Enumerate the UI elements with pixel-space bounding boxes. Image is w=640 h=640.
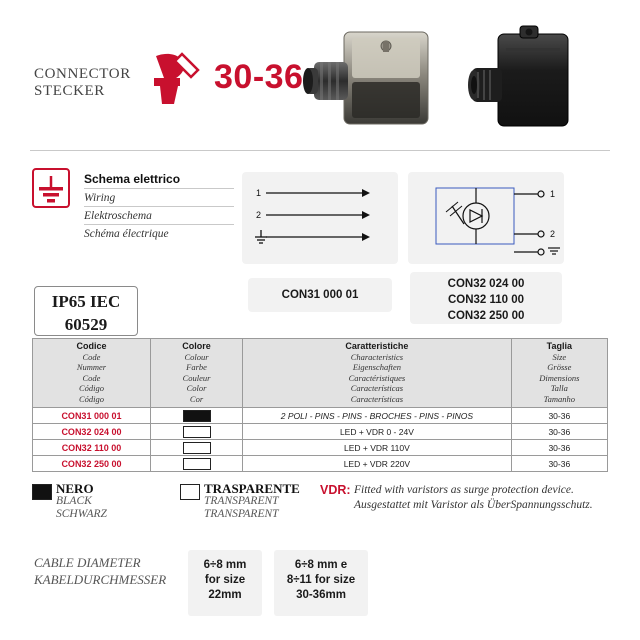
- table-header-code-it: Codice: [76, 341, 107, 351]
- row-size: 30-36: [511, 440, 607, 456]
- cable-diameter-box-2: [274, 550, 368, 616]
- row-size: 30-36: [511, 456, 607, 472]
- colour-swatch-transparent: [183, 458, 211, 470]
- table-header-characteristics: [243, 339, 512, 408]
- header-divider: [30, 150, 610, 151]
- schematic2-code-line2: CON32 110 00: [447, 294, 525, 306]
- legend-black-text: [56, 482, 107, 521]
- table-header: [33, 339, 608, 408]
- legend-transparent-it: TRASPARENTE: [204, 481, 300, 496]
- row-size: 30-36: [511, 408, 607, 424]
- table-header-char-fr: Caractéristiques: [348, 372, 406, 383]
- table-header-code-de: Nummer: [76, 362, 107, 372]
- row-colour: [150, 424, 242, 440]
- row-characteristics: 2 POLI - PINS - PINS - BROCHES - PINS - PINOS: [243, 408, 512, 424]
- table-header-char-en: Characteristics: [350, 351, 404, 362]
- cable-box2-line1: 6÷8 mm e: [294, 559, 348, 571]
- row-colour: [150, 408, 242, 424]
- vdr-description-en: Fitted with varistors as surge protection device.: [354, 484, 574, 496]
- table-header-colour-en: Colour: [184, 351, 209, 362]
- ip-rating-line2: 60529: [64, 315, 108, 334]
- page-title-line1: CONNECTOR: [34, 66, 131, 82]
- wiring-label-it: Schema elettrico: [84, 172, 234, 189]
- row-characteristics: LED + VDR 220V: [243, 456, 512, 472]
- table-header-colour-es: Color: [186, 383, 207, 393]
- table-header-size: [511, 339, 607, 408]
- legend-transparent-text: [204, 482, 300, 521]
- legend-black-en: BLACK: [56, 495, 92, 507]
- product-code-range: 30-36: [214, 58, 304, 96]
- vdr-description-de: Ausgestattet mit Varistor als ÜberSpannungsschutz.: [354, 499, 593, 511]
- table-header-colour: [150, 339, 242, 408]
- page-title: [34, 66, 131, 100]
- vdr-description: [354, 483, 640, 513]
- cable-box2-line3: 30-36mm: [296, 589, 346, 601]
- wiring-label-fr: Schéma électrique: [84, 228, 169, 240]
- colour-legend: [32, 480, 612, 530]
- schematic1-pin2-label: 2: [256, 210, 262, 220]
- wiring-label-de: Elektroschema: [84, 210, 234, 225]
- table-header-char-de: Eigenschaften: [352, 362, 401, 372]
- table-body: [33, 408, 608, 472]
- ip-rating-line1: IP65 IEC: [51, 292, 121, 311]
- cable-diameter-label-de: KABELDURCHMESSER: [34, 572, 167, 587]
- row-code: CON32 110 00: [33, 440, 151, 456]
- row-colour: [150, 456, 242, 472]
- vdr-label: VDR:: [320, 483, 351, 497]
- table-header-size-es: Talla: [550, 383, 568, 393]
- row-code: CON31 000 01: [33, 408, 151, 424]
- table-header-char-it: Caratteristiche: [345, 341, 409, 351]
- cable-diameter-box-1: [188, 550, 262, 616]
- table-header-colour-de: Farbe: [186, 362, 207, 372]
- table-header-size-pt: Tamanho: [543, 393, 575, 404]
- legend-swatch-transparent: [180, 484, 200, 500]
- table-header-char-es: Características: [350, 383, 404, 393]
- row-characteristics: LED + VDR 110V: [243, 440, 512, 456]
- header: [0, 0, 640, 148]
- flame-tool-logo-icon: [150, 48, 204, 106]
- colour-swatch-transparent: [183, 426, 211, 438]
- schematic2-code-line3: CON32 250 00: [447, 310, 525, 322]
- row-colour: [150, 440, 242, 456]
- schematic1-code-label: CON31 000 01: [248, 278, 392, 312]
- row-code: CON32 024 00: [33, 424, 151, 440]
- colour-swatch-transparent: [183, 442, 211, 454]
- table-header-size-it: Taglia: [546, 341, 572, 351]
- table-header-colour-it: Colore: [182, 341, 211, 351]
- row-size: 30-36: [511, 424, 607, 440]
- table-header-size-de: Grösse: [547, 362, 572, 372]
- product-table: [32, 338, 608, 472]
- cable-diameter-label: [34, 554, 166, 588]
- cable-box1-line1: 6÷8 mm: [203, 559, 247, 571]
- table-row[interactable]: [33, 456, 608, 472]
- row-code: CON32 250 00: [33, 456, 151, 472]
- legend-black-de: SCHWARZ: [56, 508, 107, 520]
- cable-box1-line3: 22mm: [208, 589, 242, 601]
- table-header-size-fr: Dimensions: [539, 372, 580, 383]
- table-header-colour-pt: Cor: [189, 393, 204, 404]
- legend-transparent-en: TRANSPARENT: [204, 495, 279, 507]
- earth-ground-icon: [32, 168, 70, 208]
- table-header-code: [33, 339, 151, 408]
- colour-swatch-black: [183, 410, 211, 422]
- table-header-char-pt: Características: [350, 393, 404, 404]
- schematic2-code-line1: CON32 024 00: [447, 278, 525, 290]
- legend-transparent-de: TRANSPARENT: [204, 508, 279, 520]
- schematic-box-1: [242, 172, 398, 264]
- table-header-colour-fr: Couleur: [182, 372, 211, 383]
- schematic2-code-labels: [410, 272, 562, 324]
- legend-swatch-black: [32, 484, 52, 500]
- table-header-code-es: Código: [78, 383, 104, 393]
- connector-illustrations: [300, 18, 630, 146]
- table-row[interactable]: [33, 440, 608, 456]
- schematic2-pin2-label: 2: [550, 229, 556, 239]
- ip-rating-badge: [34, 286, 138, 336]
- table-header-code-pt: Código: [78, 393, 104, 404]
- wiring-label-en: Wiring: [84, 192, 234, 207]
- schematic2-pin1-label: 1: [550, 189, 556, 199]
- table-row[interactable]: [33, 424, 608, 440]
- row-characteristics: LED + VDR 0 - 24V: [243, 424, 512, 440]
- legend-black-it: NERO: [56, 481, 94, 496]
- cable-box2-line2: 8÷11 for size: [286, 574, 356, 586]
- schematic-box-2: [408, 172, 564, 264]
- table-header-code-fr: Code: [82, 372, 101, 383]
- cable-diameter-label-en: CABLE DIAMETER: [34, 555, 141, 570]
- table-row[interactable]: [33, 408, 608, 424]
- table-header-size-en: Size: [552, 351, 567, 362]
- page-title-line2: STECKER: [34, 83, 105, 99]
- wiring-labels: [84, 172, 234, 245]
- cable-box1-line2: for size: [204, 574, 246, 586]
- table-header-code-en: Code: [82, 351, 101, 362]
- schematic1-pin1-label: 1: [256, 188, 262, 198]
